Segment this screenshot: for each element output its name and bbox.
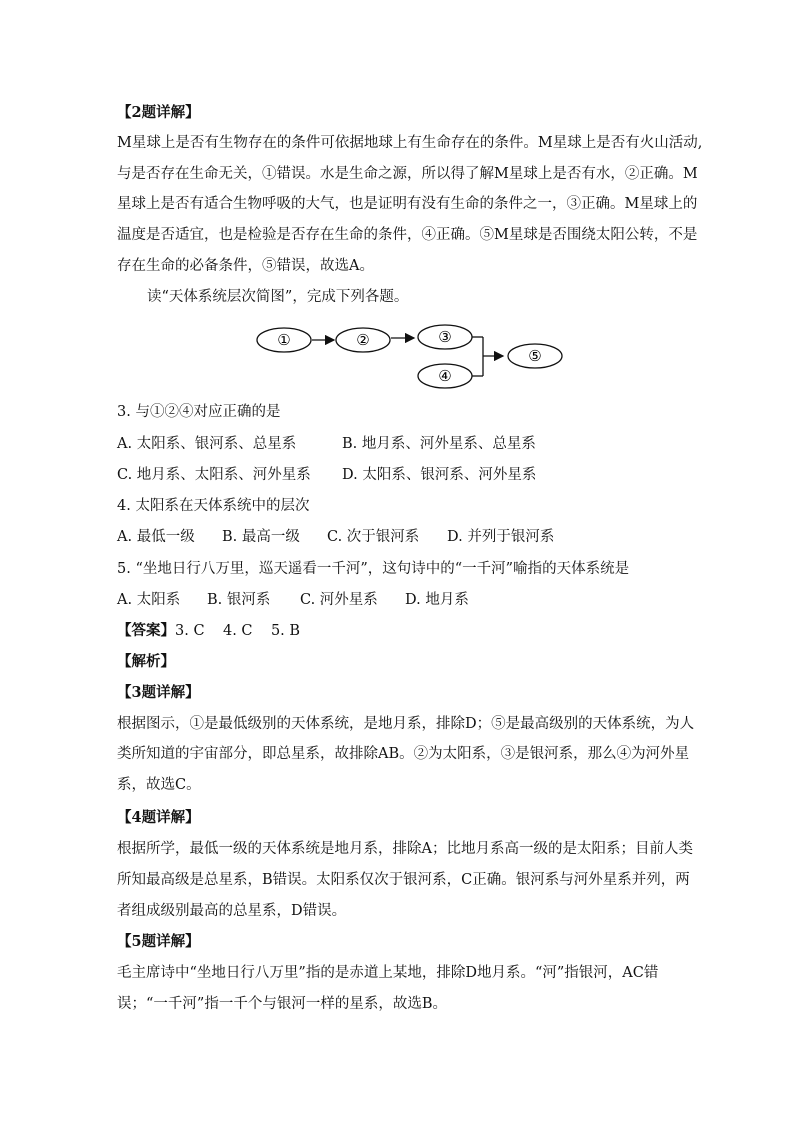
q2-detail-heading: 【2题详解】 — [117, 104, 200, 121]
question-5-stem: 5. “坐地日行八万里，巡天遥看一千河”，这句诗中的“一千河”喻指的天体系统是 — [117, 561, 630, 577]
q3-detail-heading: 【3题详解】 — [117, 684, 200, 701]
q5-detail-line: 毛主席诗中“坐地日行八万里”指的是赤道上某地，排除D地月系。“河”指银河，AC错 — [117, 965, 659, 981]
question-3-option-d: D. 太阳系、银河系、河外星系 — [342, 467, 537, 483]
q3-detail-line: 系，故选C。 — [117, 777, 201, 793]
q2-detail-line: 星球上是否有适合生物呼吸的大气，也是证明有没有生命的条件之一，③正确。M星球上的 — [117, 196, 698, 212]
answer-label: 【答案】 — [117, 622, 175, 639]
diagram-node-5-label: ⑤ — [528, 347, 542, 365]
analysis-heading: 【解析】 — [117, 653, 175, 670]
question-intro: 读“天体系统层次简图”，完成下列各题。 — [147, 289, 409, 305]
question-4-option-c: C. 次于银河系 — [327, 529, 420, 545]
question-3-option-c: C. 地月系、太阳系、河外星系 — [117, 467, 311, 483]
q2-detail-line: 与是否存在生命无关，①错误。水是生命之源，所以得了解M星球上是否有水，②正确。M — [117, 166, 698, 182]
q4-detail-heading: 【4题详解】 — [117, 809, 200, 826]
diagram-node-1-label: ① — [277, 331, 291, 349]
question-4-option-d: D. 并列于银河系 — [447, 529, 555, 545]
question-4-option-b: B. 最高一级 — [222, 529, 300, 545]
q4-detail-line: 所知最高级是总星系，B错误。太阳系仅次于银河系，C正确。银河系与河外星系并列，两 — [117, 872, 690, 888]
q4-detail-line: 根据所学，最低一级的天体系统是地月系，排除A；比地月系高一级的是太阳系；目前人类 — [117, 841, 693, 857]
question-3-option-b: B. 地月系、河外星系、总星系 — [342, 436, 536, 452]
diagram-node-3-label: ③ — [438, 328, 452, 346]
celestial-hierarchy-diagram — [250, 320, 580, 400]
question-5-option-a: A. 太阳系 — [117, 592, 181, 608]
q3-detail-line: 类所知道的宇宙部分，即总星系，故排除AB。②为太阳系，③是银河系，那么④为河外星 — [117, 746, 690, 762]
q2-detail-line: 存在生命的必备条件，⑤错误，故选A。 — [117, 258, 374, 274]
answer-text: 3. C 4. C 5. B — [175, 623, 301, 639]
question-3-option-a: A. 太阳系、银河系、总星系 — [117, 436, 297, 452]
q2-detail-line: 温度是否适宜，也是检验是否存在生命的条件，④正确。⑤M星球是否围绕太阳公转，不是 — [117, 227, 698, 243]
question-5-option-b: B. 银河系 — [207, 592, 271, 608]
question-3-stem: 3. 与①②④对应正确的是 — [117, 404, 281, 420]
question-4-stem: 4. 太阳系在天体系统中的层次 — [117, 498, 310, 514]
q3-detail-line: 根据图示，①是最低级别的天体系统，是地月系，排除D；⑤是最高级别的天体系统，为人 — [117, 716, 695, 732]
q5-detail-line: 误；“一千河”指一千个与银河一样的星系，故选B。 — [117, 996, 447, 1012]
question-4-option-a: A. 最低一级 — [117, 529, 195, 545]
q5-detail-heading: 【5题详解】 — [117, 933, 200, 950]
q2-detail-line: M星球上是否有生物存在的条件可依据地球上有生命存在的条件。M星球上是否有火山活动, — [117, 135, 703, 151]
question-5-option-c: C. 河外星系 — [300, 592, 378, 608]
question-5-option-d: D. 地月系 — [405, 592, 469, 608]
q4-detail-line: 者组成级别最高的总星系，D错误。 — [117, 903, 347, 919]
answer-row — [117, 621, 300, 641]
diagram-node-2-label: ② — [356, 331, 370, 349]
diagram-node-4-label: ④ — [438, 367, 452, 385]
